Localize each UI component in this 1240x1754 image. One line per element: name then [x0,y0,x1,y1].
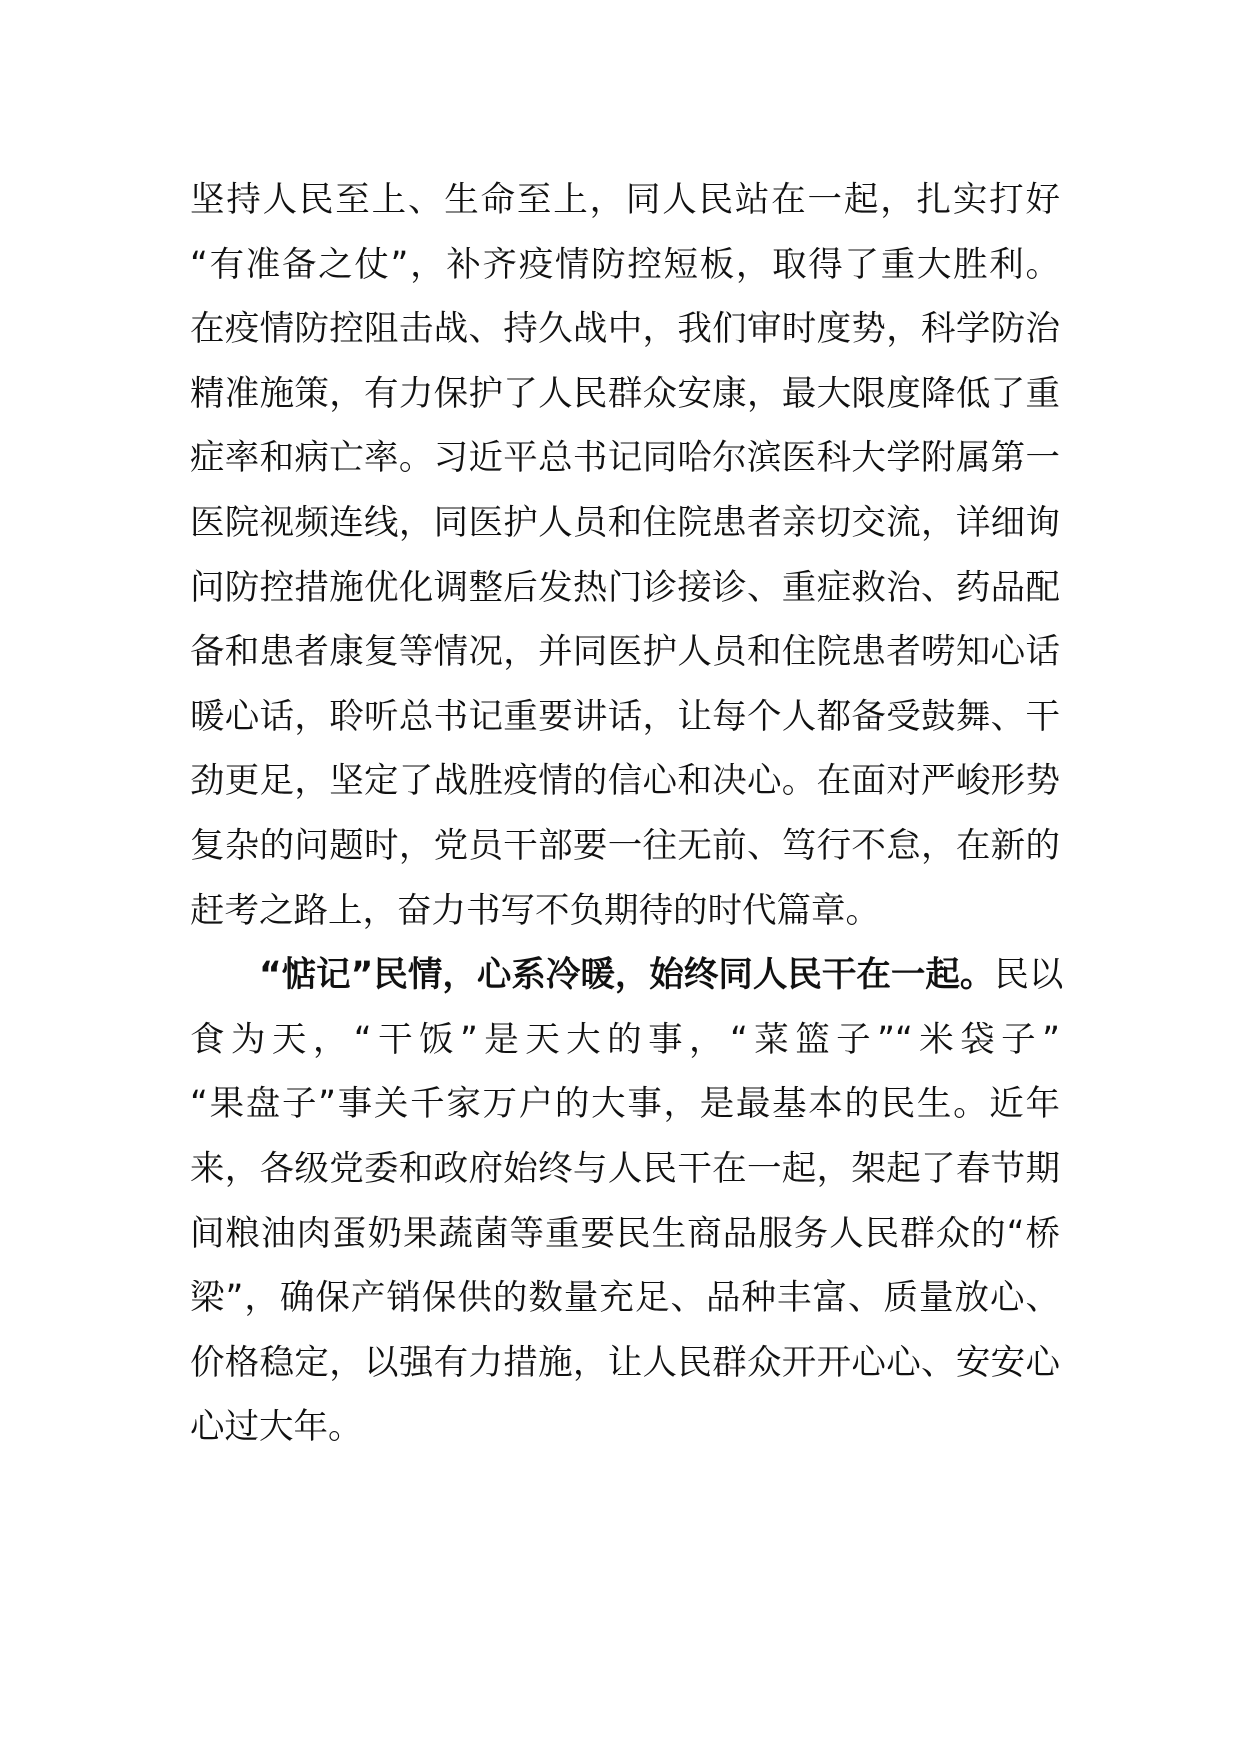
text-line: 价格稳定，以强有力措施，让人民群众开开心心、安安心 [190,1342,1060,1383]
text-line: 暖心话，聆听总书记重要讲话，让每个人都备受鼓舞、干 [190,696,1060,737]
text-line: 症率和病亡率。习近平总书记同哈尔滨医科大学附属第一 [190,438,1060,479]
text-line: 心过大年。 [190,1407,363,1448]
text-line: “果盘子”事关千家万户的大事，是最基本的民生。近年 [190,1084,1060,1125]
text-line: 医院视频连线，同医护人员和住院患者亲切交流，详细询 [190,502,1060,543]
article-body [190,168,1064,1460]
text-line: 赶考之路上，奋力书写不负期待的时代篇章。 [190,890,880,931]
text-line: 问防控措施优化调整后发热门诊接诊、重症救治、药品配 [190,567,1060,608]
text-line: 劲更足，坚定了战胜疫情的信心和决心。在面对严峻形势 [190,761,1060,802]
paragraph-lead-rest: 民以 [994,955,1064,996]
text-line: 来，各级党委和政府始终与人民干在一起，架起了春节期 [190,1148,1060,1189]
text-line: 备和患者康复等情况，并同医护人员和住院患者唠知心话 [190,632,1060,673]
text-line: 间粮油肉蛋奶果蔬菌等重要民生商品服务人民群众的“桥 [190,1213,1060,1254]
paragraph-2 [190,943,1064,1460]
text-line: 梁”，确保产销保供的数量充足、品种丰富、质量放心、 [190,1278,1060,1319]
text-line: 复杂的问题时，党员干部要一往无前、笃行不怠，在新的 [190,825,1060,866]
paragraph-1 [190,168,1060,943]
text-line: 精准施策，有力保护了人民群众安康，最大限度降低了重 [190,373,1060,414]
text-line: 在疫情防控阻击战、持久战中，我们审时度势，科学防治 [190,309,1060,350]
text-line-first [190,943,1064,1008]
paragraph-lead-bold: “惦记”民情，心系冷暖，始终同人民干在一起。 [259,955,995,996]
text-line: 食为天，“干饭”是天大的事，“菜篮子”“米袋子” [190,1019,1060,1060]
text-line: 坚持人民至上、生命至上，同人民站在一起，扎实打好 [190,180,1060,220]
text-line: “有准备之仗”，补齐疫情防控短板，取得了重大胜利。 [190,244,1060,285]
